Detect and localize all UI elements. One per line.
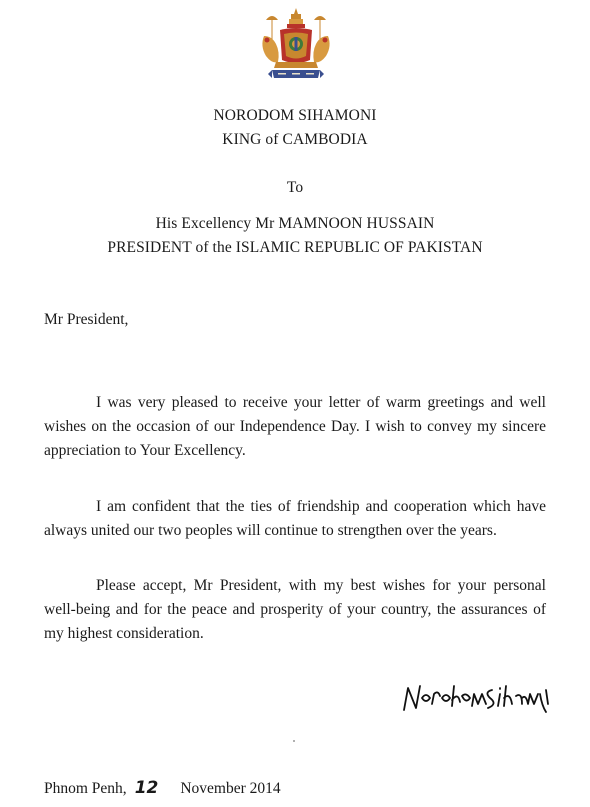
place: Phnom Penh, (44, 780, 127, 797)
recipient-title: PRESIDENT of the ISLAMIC REPUBLIC OF PAKISTAN (107, 239, 483, 256)
sender-title: KING of CAMBODIA (222, 131, 368, 148)
paragraph-1: I was very pleased to receive your letter of warm greetings and well wishes on the occasion of our Independence Day. I wish to convey my sincere appreciation to Your Excellency. (44, 394, 546, 459)
salutation: Mr President, (44, 311, 129, 328)
handwritten-day: 12 (134, 778, 159, 798)
stray-mark (293, 740, 295, 742)
royal-arms-of-cambodia-icon (258, 6, 334, 84)
handwritten-signature (402, 682, 552, 716)
sender-name: NORODOM SIHAMONI (213, 107, 377, 124)
paragraph-2: I am confident that the ties of friendship and cooperation which have always united our two peoples will continue to strengthen over the years. (44, 498, 546, 539)
recipient-name: His Excellency Mr MAMNOON HUSSAIN (155, 215, 435, 232)
month-year: November 2014 (180, 780, 281, 797)
to-label: To (286, 179, 304, 196)
paragraph-3: Please accept, Mr President, with my best wishes for your personal well-being and for the peace and prosperity of your country, the assurances of my highest consideration. (44, 577, 546, 642)
date-line (44, 778, 281, 798)
